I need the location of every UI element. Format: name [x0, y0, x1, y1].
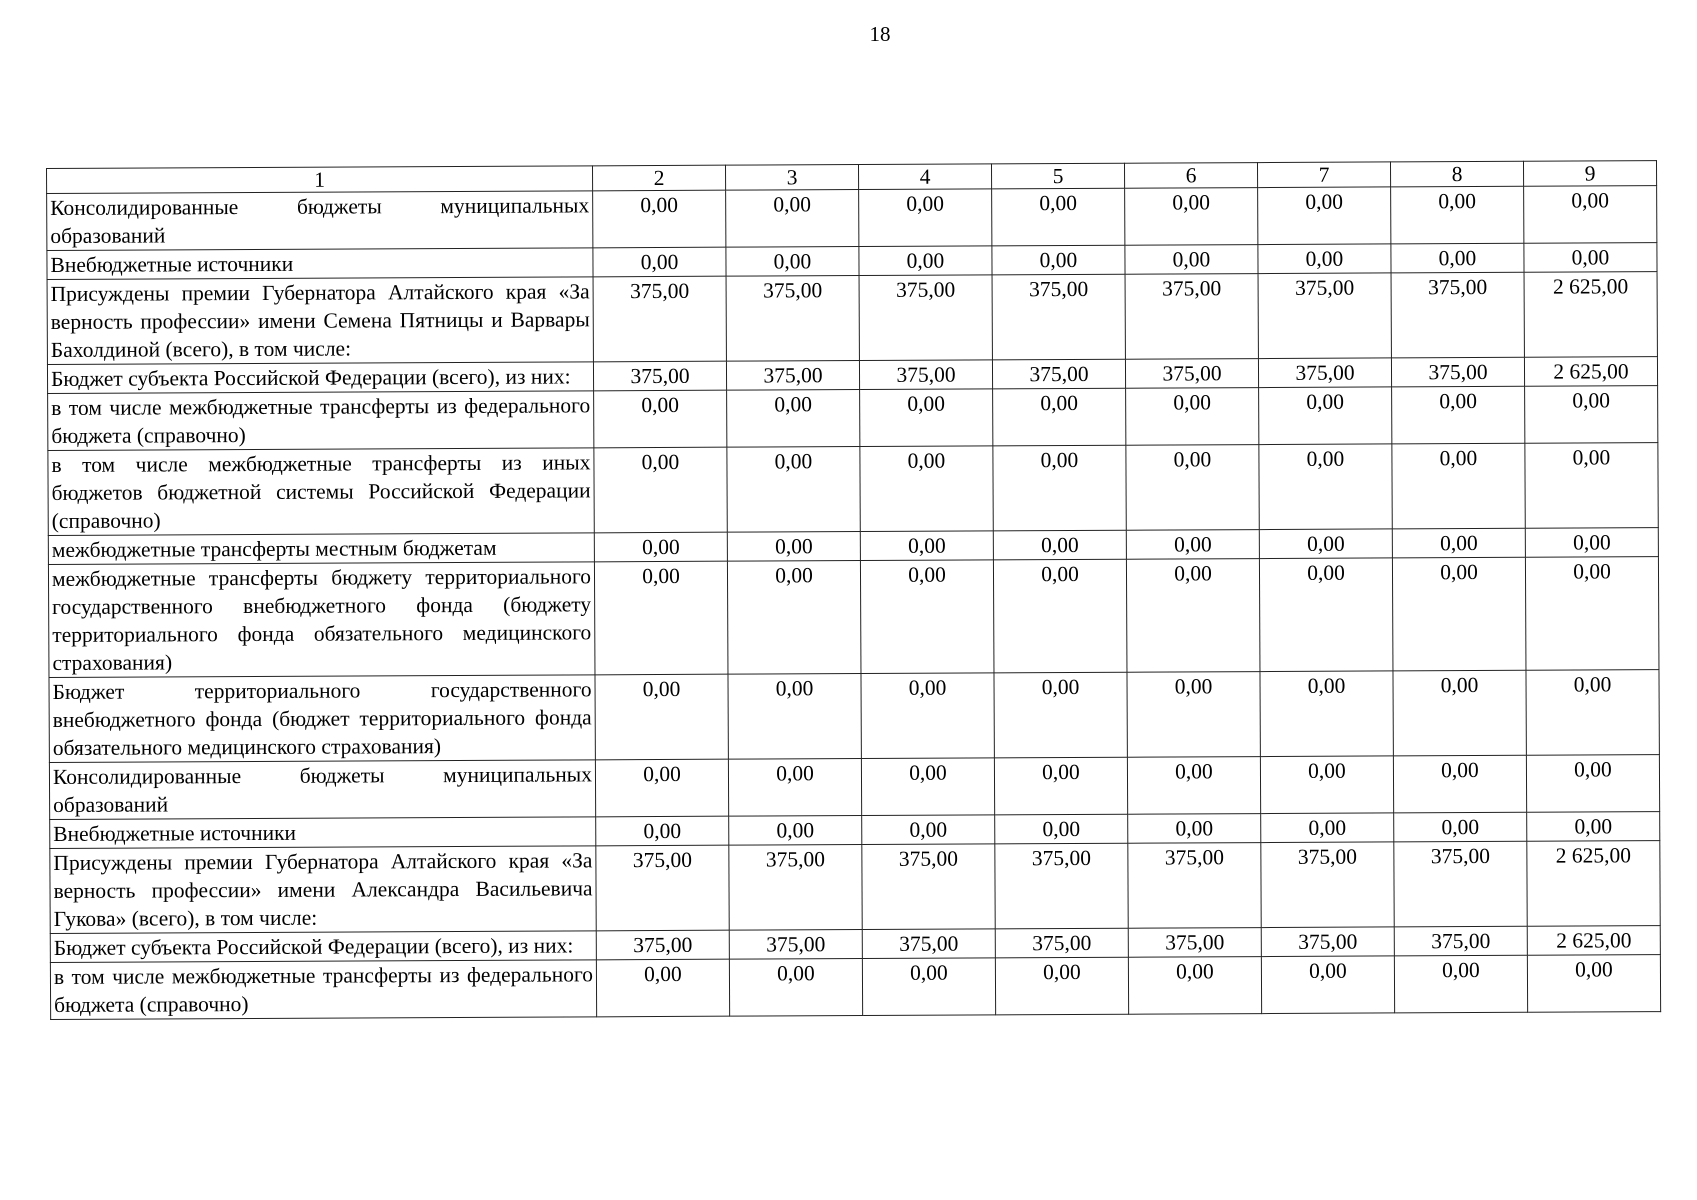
value-cell: 0,00: [1526, 755, 1659, 813]
value-cell: 0,00: [1527, 955, 1660, 1013]
value-cell: 375,00: [729, 930, 862, 960]
row-label: в том числе межбюджетные трансферты из федерального бюджета (справочно): [50, 960, 596, 1020]
value-cell: 2 625,00: [1524, 357, 1657, 387]
value-cell: 0,00: [860, 389, 993, 447]
value-cell: 0,00: [992, 245, 1125, 275]
value-cell: 0,00: [1259, 558, 1393, 672]
table-row: [48, 443, 1658, 536]
value-cell: 375,00: [859, 275, 992, 361]
table-row: [50, 955, 1660, 1020]
value-cell: 0,00: [1525, 528, 1658, 558]
value-cell: 0,00: [595, 674, 728, 760]
value-cell: 0,00: [1126, 530, 1259, 560]
value-cell: 0,00: [860, 531, 993, 561]
value-cell: 375,00: [726, 276, 859, 362]
row-label: Консолидированные бюджеты муниципальных образований: [49, 760, 595, 820]
value-cell: 0,00: [1258, 187, 1391, 245]
value-cell: 0,00: [1259, 529, 1392, 559]
value-cell: 0,00: [1126, 559, 1260, 673]
value-cell: 0,00: [1391, 243, 1524, 273]
value-cell: 0,00: [1526, 670, 1659, 756]
value-cell: 0,00: [1525, 443, 1658, 529]
value-cell: 0,00: [1525, 386, 1658, 444]
value-cell: 375,00: [992, 274, 1125, 360]
value-cell: 0,00: [1524, 243, 1657, 273]
table-row: [49, 670, 1659, 763]
table-row: [47, 272, 1657, 365]
header-cell: 2: [592, 165, 725, 191]
table-row: [48, 386, 1658, 451]
value-cell: 0,00: [1261, 956, 1394, 1014]
table-row: [48, 557, 1659, 678]
value-cell: 0,00: [861, 758, 994, 816]
value-cell: 0,00: [1392, 443, 1525, 529]
value-cell: 375,00: [859, 360, 992, 390]
value-cell: 0,00: [594, 447, 727, 533]
header-cell: 9: [1523, 161, 1656, 187]
header-cell: 4: [858, 164, 991, 190]
value-cell: 375,00: [1394, 841, 1527, 927]
value-cell: 0,00: [1128, 814, 1261, 844]
value-cell: 0,00: [861, 673, 994, 759]
value-cell: 0,00: [1126, 388, 1259, 446]
row-label: Бюджет субъекта Российской Федерации (всего), из них:: [50, 931, 596, 963]
value-cell: 0,00: [860, 560, 994, 674]
value-cell: 0,00: [1392, 386, 1525, 444]
value-cell: 0,00: [596, 959, 729, 1017]
value-cell: 375,00: [992, 359, 1125, 389]
value-cell: 0,00: [1525, 557, 1659, 671]
value-cell: 0,00: [727, 561, 861, 675]
budget-table: [46, 160, 1661, 1020]
value-cell: 0,00: [1260, 671, 1393, 757]
value-cell: 375,00: [596, 930, 729, 960]
value-cell: 0,00: [728, 759, 861, 817]
table-body: [47, 186, 1661, 1020]
page-number: 18: [869, 22, 891, 46]
value-cell: 0,00: [1392, 557, 1526, 671]
table-row: [49, 755, 1659, 820]
row-label: в том числе межбюджетные трансферты из иных бюджетов бюджетной системы Российской Федерации (справочно): [48, 448, 594, 536]
value-cell: 0,00: [726, 247, 859, 277]
header-cell: 6: [1124, 163, 1257, 189]
value-cell: 0,00: [729, 959, 862, 1017]
value-cell: 0,00: [728, 674, 861, 760]
header-cell: 1: [47, 166, 593, 194]
row-label: в том числе межбюджетные трансферты из федерального бюджета (справочно): [48, 391, 594, 451]
value-cell: 0,00: [1394, 955, 1527, 1013]
row-label: межбюджетные трансферты бюджету территориального государственного внебюджетного фонда (бюджету территориального фонда обязательного медицинского страхования): [48, 562, 595, 678]
value-cell: 375,00: [1394, 926, 1527, 956]
value-cell: 0,00: [1393, 670, 1526, 756]
header-cell: 8: [1390, 161, 1523, 187]
value-cell: 0,00: [994, 757, 1127, 815]
value-cell: 0,00: [1392, 528, 1525, 558]
value-cell: 375,00: [862, 844, 995, 930]
value-cell: 0,00: [593, 190, 726, 248]
value-cell: 375,00: [1125, 274, 1258, 360]
table-row: [47, 186, 1657, 251]
value-cell: 375,00: [593, 276, 726, 362]
row-label: Присуждены премии Губернатора Алтайского края «За верность профессии» имени Семена Пятницы и Варвары Бахолдиной (всего), в том числе:: [47, 277, 593, 365]
row-label: Консолидированные бюджеты муниципальных образований: [47, 191, 593, 251]
value-cell: 0,00: [859, 246, 992, 276]
value-cell: 0,00: [596, 816, 729, 846]
value-cell: 375,00: [596, 845, 729, 931]
value-cell: 0,00: [595, 759, 728, 817]
value-cell: 0,00: [859, 189, 992, 247]
value-cell: 0,00: [993, 530, 1126, 560]
value-cell: 0,00: [1259, 387, 1392, 445]
value-cell: 375,00: [1261, 927, 1394, 957]
row-label: Бюджет субъекта Российской Федерации (всего), из них:: [47, 362, 593, 394]
value-cell: 375,00: [995, 843, 1128, 929]
value-cell: 0,00: [1127, 757, 1260, 815]
value-cell: 375,00: [1258, 358, 1391, 388]
value-cell: 0,00: [727, 390, 860, 448]
value-cell: 375,00: [1125, 359, 1258, 389]
value-cell: 0,00: [1259, 444, 1392, 530]
value-cell: 375,00: [729, 845, 862, 931]
row-label: Внебюджетные источники: [47, 248, 593, 280]
value-cell: 0,00: [862, 815, 995, 845]
value-cell: 0,00: [1125, 245, 1258, 275]
value-cell: 375,00: [593, 361, 726, 391]
value-cell: 0,00: [594, 561, 728, 675]
row-label: Присуждены премии Губернатора Алтайского края «За верность профессии» имени Александра Васильевича Гукова» (всего), в том числе:: [50, 846, 596, 934]
value-cell: 0,00: [993, 559, 1127, 673]
value-cell: 0,00: [729, 816, 862, 846]
value-cell: 2 625,00: [1527, 841, 1660, 927]
value-cell: 0,00: [727, 447, 860, 533]
value-cell: 0,00: [1393, 755, 1526, 813]
value-cell: 0,00: [726, 190, 859, 248]
table-row: [50, 841, 1660, 934]
value-cell: 0,00: [593, 247, 726, 277]
value-cell: 0,00: [594, 390, 727, 448]
value-cell: 0,00: [862, 958, 995, 1016]
value-cell: 0,00: [727, 532, 860, 562]
row-label: Внебюджетные источники: [50, 817, 596, 849]
value-cell: 375,00: [1391, 357, 1524, 387]
value-cell: 0,00: [1261, 813, 1394, 843]
value-cell: 375,00: [1258, 273, 1391, 359]
value-cell: 0,00: [994, 672, 1127, 758]
row-label: Бюджет территориального государственного внебюджетного фонда (бюджет территориального фонда обязательного медицинского страхования): [49, 675, 595, 763]
value-cell: 2 625,00: [1527, 926, 1660, 956]
value-cell: 0,00: [860, 446, 993, 532]
value-cell: 375,00: [1261, 842, 1394, 928]
value-cell: 0,00: [594, 532, 727, 562]
value-cell: 0,00: [992, 188, 1125, 246]
value-cell: 0,00: [1391, 186, 1524, 244]
row-label: межбюджетные трансферты местным бюджетам: [48, 533, 594, 565]
value-cell: 0,00: [1258, 244, 1391, 274]
value-cell: 0,00: [1527, 812, 1660, 842]
value-cell: 0,00: [1126, 445, 1259, 531]
value-cell: 375,00: [1128, 843, 1261, 929]
value-cell: 375,00: [995, 928, 1128, 958]
value-cell: 375,00: [726, 361, 859, 391]
header-cell: 7: [1257, 162, 1390, 188]
value-cell: 375,00: [1128, 928, 1261, 958]
value-cell: 0,00: [993, 445, 1126, 531]
value-cell: 375,00: [1391, 272, 1524, 358]
value-cell: 0,00: [1524, 186, 1657, 244]
value-cell: 375,00: [862, 929, 995, 959]
value-cell: 0,00: [1394, 812, 1527, 842]
value-cell: 0,00: [1128, 957, 1261, 1015]
value-cell: 0,00: [1125, 188, 1258, 246]
value-cell: 0,00: [995, 957, 1128, 1015]
value-cell: 0,00: [995, 814, 1128, 844]
value-cell: 0,00: [993, 388, 1126, 446]
value-cell: 0,00: [1260, 756, 1393, 814]
value-cell: 2 625,00: [1524, 272, 1657, 358]
header-cell: 5: [991, 163, 1124, 189]
header-cell: 3: [725, 165, 858, 191]
value-cell: 0,00: [1127, 672, 1260, 758]
